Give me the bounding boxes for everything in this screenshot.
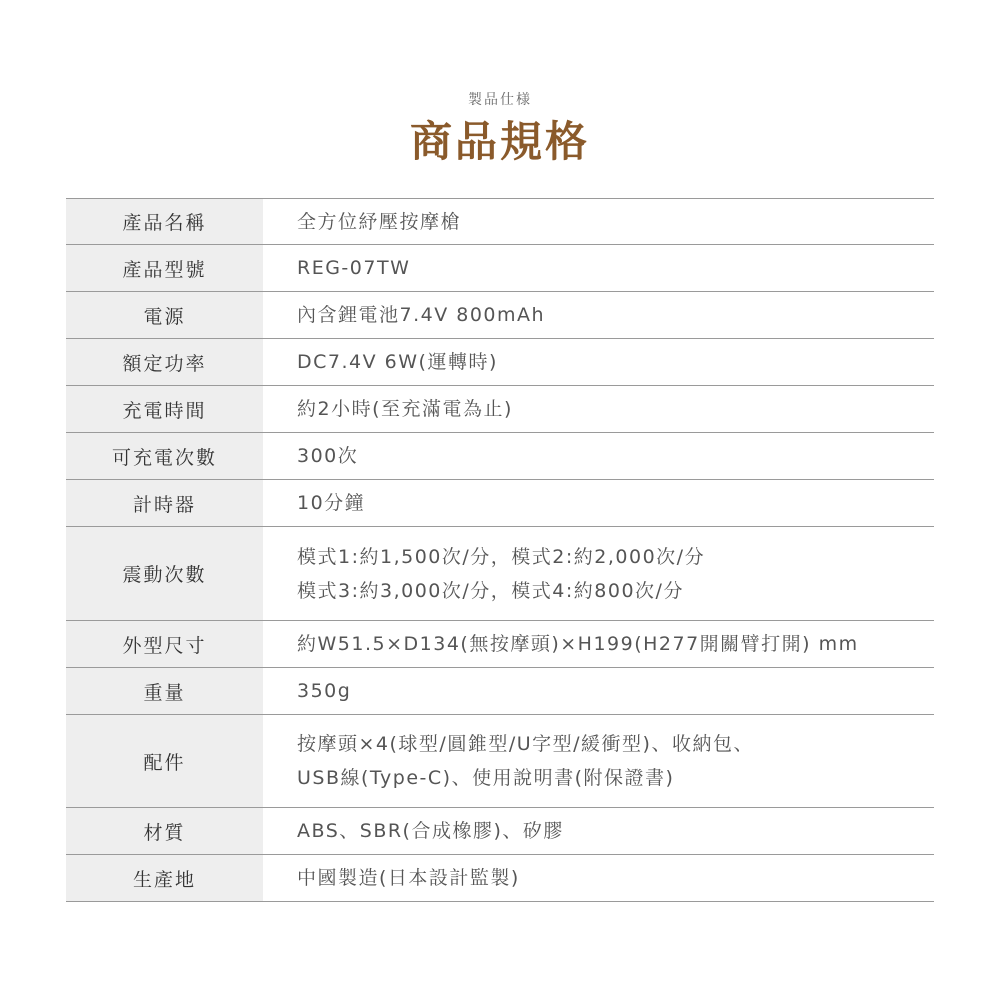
spec-value bbox=[263, 199, 934, 245]
table-row bbox=[66, 199, 934, 245]
spec-label: 額定功率 bbox=[66, 339, 263, 386]
spec-value-line: 300次 bbox=[297, 445, 359, 467]
spec-label: 材質 bbox=[66, 808, 263, 855]
spec-label: 配件 bbox=[66, 715, 263, 808]
spec-label: 充電時間 bbox=[66, 386, 263, 433]
spec-value-line: 按摩頭×4(球型/圓錐型/U字型/緩衝型)、收納包、 bbox=[297, 733, 754, 755]
spec-value bbox=[263, 292, 934, 339]
spec-label: 外型尺寸 bbox=[66, 621, 263, 668]
spec-value bbox=[263, 668, 934, 715]
spec-value-line: ABS、SBR(合成橡膠)、矽膠 bbox=[297, 820, 564, 842]
page-header bbox=[0, 88, 1000, 168]
spec-value-line: REG-07TW bbox=[297, 257, 411, 279]
table-row bbox=[66, 339, 934, 386]
spec-value-line: 約W51.5×D134(無按摩頭)×H199(H277開關臂打開) mm bbox=[297, 633, 859, 655]
spec-label: 產品名稱 bbox=[66, 199, 263, 245]
spec-label: 產品型號 bbox=[66, 245, 263, 292]
spec-value-line: 中國製造(日本設計監製) bbox=[297, 867, 520, 889]
spec-value bbox=[263, 621, 934, 668]
table-row bbox=[66, 527, 934, 621]
spec-label: 可充電次數 bbox=[66, 433, 263, 480]
spec-value-line: 模式3:約3,000次/分，模式4:約800次/分 bbox=[297, 579, 684, 602]
spec-value bbox=[263, 527, 934, 621]
spec-value-line: 350g bbox=[297, 680, 352, 702]
spec-table bbox=[66, 198, 934, 902]
spec-label: 生產地 bbox=[66, 855, 263, 902]
table-row bbox=[66, 386, 934, 433]
table-row bbox=[66, 808, 934, 855]
table-row bbox=[66, 668, 934, 715]
spec-value-line: 模式1:約1,500次/分，模式2:約2,000次/分 bbox=[297, 545, 706, 568]
table-row bbox=[66, 292, 934, 339]
table-row bbox=[66, 621, 934, 668]
spec-value bbox=[263, 245, 934, 292]
table-row bbox=[66, 433, 934, 480]
spec-label: 震動次數 bbox=[66, 527, 263, 621]
spec-label: 計時器 bbox=[66, 480, 263, 527]
spec-value bbox=[263, 808, 934, 855]
spec-value-line: 約2小時(至充滿電為止) bbox=[297, 398, 513, 420]
page-title: 商品規格 bbox=[409, 117, 590, 166]
page-subtitle: 製品仕様 bbox=[468, 92, 532, 108]
spec-value bbox=[263, 386, 934, 433]
spec-value-line: DC7.4V 6W(運轉時) bbox=[297, 351, 498, 373]
spec-label: 電源 bbox=[66, 292, 263, 339]
spec-value bbox=[263, 433, 934, 480]
spec-value bbox=[263, 715, 934, 808]
spec-value-line: USB線(Type-C)、使用說明書(附保證書) bbox=[297, 767, 675, 789]
table-row bbox=[66, 855, 934, 902]
spec-value-line: 全方位紓壓按摩槍 bbox=[297, 210, 462, 233]
table-row bbox=[66, 480, 934, 527]
spec-value-line: 內含鋰電池7.4V 800mAh bbox=[297, 304, 546, 326]
table-row bbox=[66, 245, 934, 292]
spec-value-line: 10分鐘 bbox=[297, 492, 366, 514]
spec-value bbox=[263, 855, 934, 902]
spec-label: 重量 bbox=[66, 668, 263, 715]
spec-value bbox=[263, 339, 934, 386]
table-row bbox=[66, 715, 934, 808]
spec-value bbox=[263, 480, 934, 527]
